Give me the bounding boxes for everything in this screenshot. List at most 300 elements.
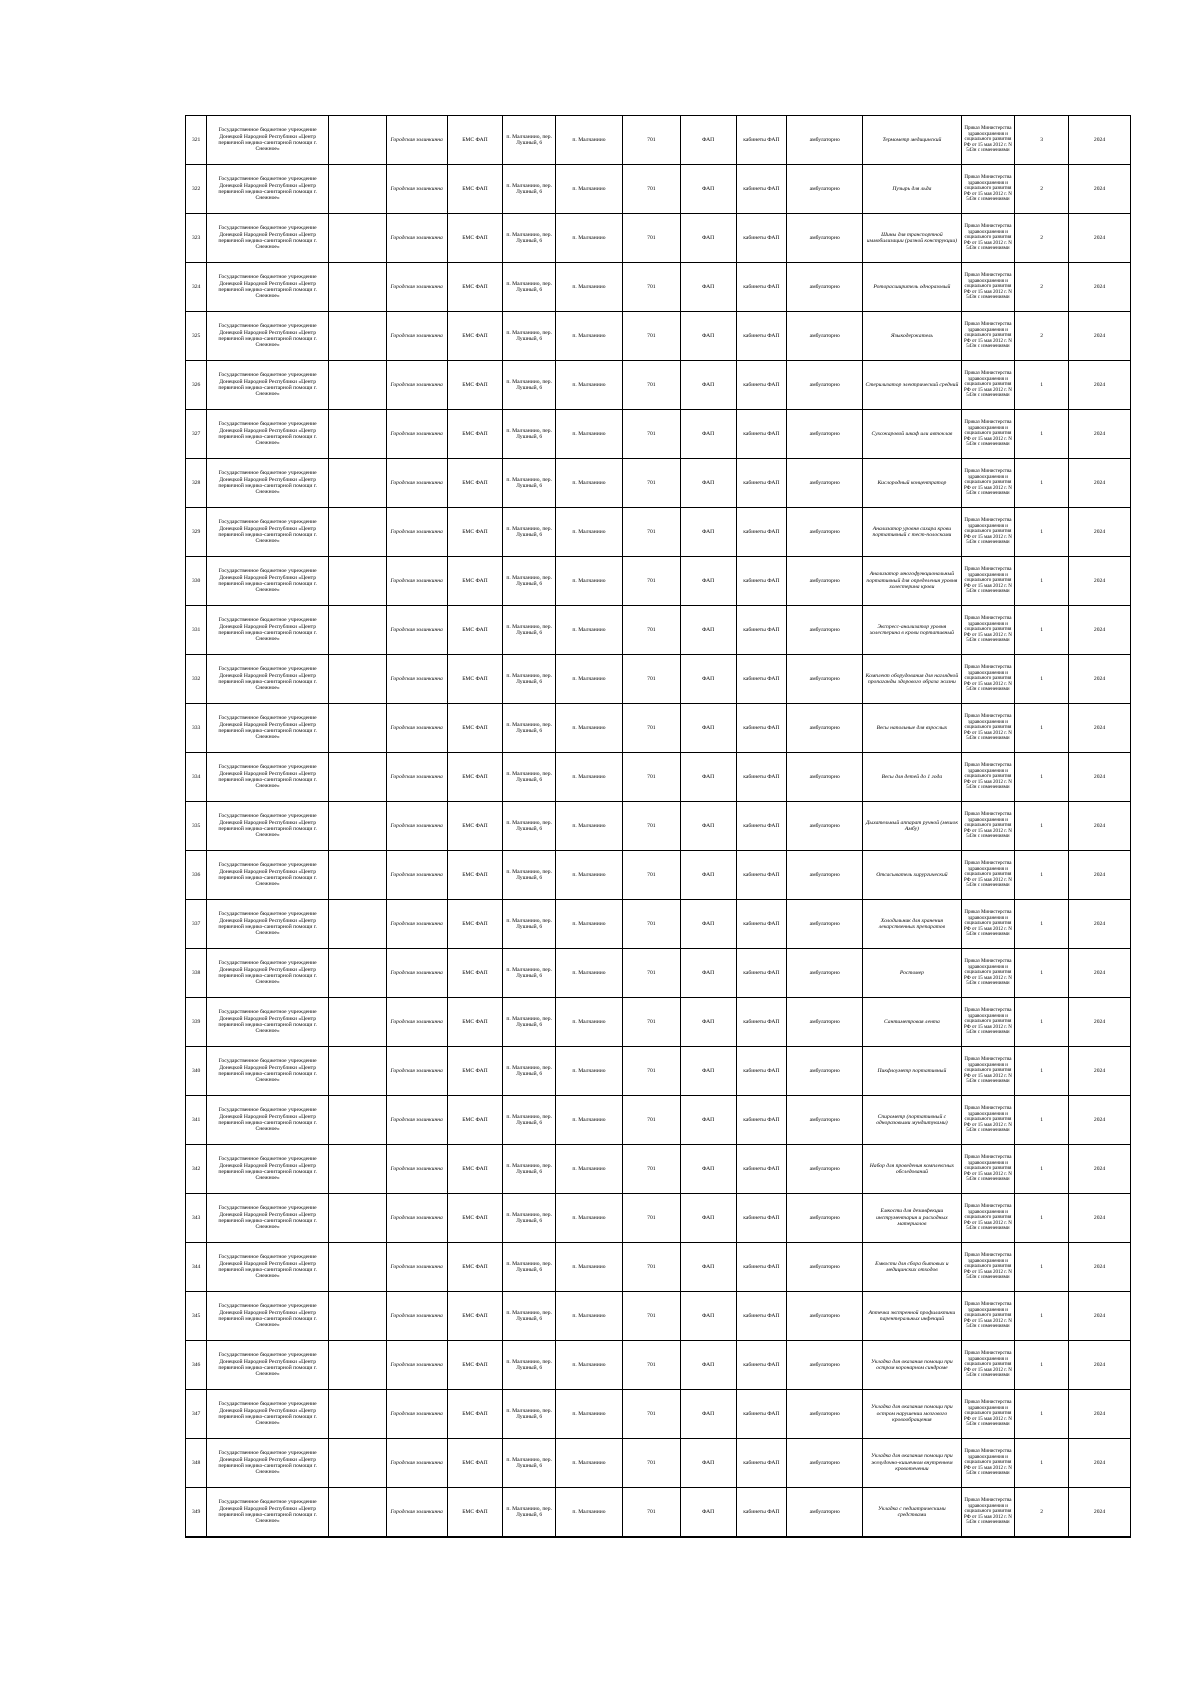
empty-cell bbox=[328, 459, 386, 508]
equipment-name-cell: Укладка для оказания помощи при желудочно-кишечном внутреннем кровотечении bbox=[863, 1439, 961, 1488]
quantity-cell: 2 bbox=[1015, 165, 1069, 214]
unit-cell: ФАП bbox=[680, 1341, 736, 1390]
empty-cell bbox=[328, 557, 386, 606]
unit-cell: ФАП bbox=[680, 851, 736, 900]
care-type-cell: амбулаторно bbox=[787, 1243, 863, 1292]
code-cell: 701 bbox=[622, 802, 680, 851]
empty-cell bbox=[328, 606, 386, 655]
code-cell: 701 bbox=[622, 949, 680, 998]
address-cell: п. Малчаниио, пер. Лушный, 6 bbox=[503, 1194, 556, 1243]
row-number-cell: 326 bbox=[186, 361, 207, 410]
care-type-cell: амбулаторно bbox=[787, 900, 863, 949]
territory-cell: Городская золинкинна bbox=[386, 1439, 447, 1488]
row-number-cell: 322 bbox=[186, 165, 207, 214]
locality-cell: п. Малчаниио bbox=[556, 116, 623, 165]
facility-type-cell: БМС ФАП bbox=[447, 998, 503, 1047]
equipment-name-cell: Укладка для оказания помощи при остром нарушении мозгового кровообращения bbox=[863, 1390, 961, 1439]
facility-type-cell: БМС ФАП bbox=[447, 1488, 503, 1538]
year-cell: 2024 bbox=[1069, 1096, 1131, 1145]
organization-cell: Государственное бюджетное учреждение Донецкой Народной Республики «Центр первичной медико-санитарной помощи г. Снежное» bbox=[207, 949, 329, 998]
care-type-cell: амбулаторно bbox=[787, 949, 863, 998]
table-row bbox=[186, 704, 1131, 753]
row-number-cell: 334 bbox=[186, 753, 207, 802]
facility-type-cell: БМС ФАП bbox=[447, 312, 503, 361]
code-cell: 701 bbox=[622, 851, 680, 900]
regulation-cell: Приказ Министерства здравоохранения и социального развития РФ от 15 мая 2012 г. N 543н с изменениями bbox=[961, 1341, 1015, 1390]
table-row bbox=[186, 508, 1131, 557]
empty-cell bbox=[328, 214, 386, 263]
code-cell: 701 bbox=[622, 1488, 680, 1538]
equipment-name-cell: Пузырь для льда bbox=[863, 165, 961, 214]
facility-type-cell: БМС ФАП bbox=[447, 1439, 503, 1488]
table-row bbox=[186, 655, 1131, 704]
quantity-cell: 1 bbox=[1015, 1047, 1069, 1096]
unit-cell: ФАП bbox=[680, 165, 736, 214]
quantity-cell: 2 bbox=[1015, 214, 1069, 263]
address-cell: п. Малчаниио, пер. Лушный, 6 bbox=[503, 1096, 556, 1145]
room-cell: кабинеты ФАП bbox=[736, 949, 787, 998]
equipment-name-cell: Сухожаровой шкаф или автоклав bbox=[863, 410, 961, 459]
organization-cell: Государственное бюджетное учреждение Донецкой Народной Республики «Центр первичной медико-санитарной помощи г. Снежное» bbox=[207, 655, 329, 704]
care-type-cell: амбулаторно bbox=[787, 998, 863, 1047]
unit-cell: ФАП bbox=[680, 998, 736, 1047]
row-number-cell: 324 bbox=[186, 263, 207, 312]
organization-cell: Государственное бюджетное учреждение Донецкой Народной Республики «Центр первичной медико-санитарной помощи г. Снежное» bbox=[207, 1243, 329, 1292]
quantity-cell: 1 bbox=[1015, 949, 1069, 998]
room-cell: кабинеты ФАП bbox=[736, 263, 787, 312]
organization-cell: Государственное бюджетное учреждение Донецкой Народной Республики «Центр первичной медико-санитарной помощи г. Снежное» bbox=[207, 802, 329, 851]
organization-cell: Государственное бюджетное учреждение Донецкой Народной Республики «Центр первичной медико-санитарной помощи г. Снежное» bbox=[207, 1292, 329, 1341]
regulation-cell: Приказ Министерства здравоохранения и социального развития РФ от 15 мая 2012 г. N 543н с изменениями bbox=[961, 116, 1015, 165]
organization-cell: Государственное бюджетное учреждение Донецкой Народной Республики «Центр первичной медико-санитарной помощи г. Снежное» bbox=[207, 508, 329, 557]
territory-cell: Городская золинкинна bbox=[386, 998, 447, 1047]
regulation-cell: Приказ Министерства здравоохранения и социального развития РФ от 15 мая 2012 г. N 543н с изменениями bbox=[961, 606, 1015, 655]
equipment-name-cell: Спирометр (портативный с одноразовыми мундштуками) bbox=[863, 1096, 961, 1145]
unit-cell: ФАП bbox=[680, 1145, 736, 1194]
address-cell: п. Малчаниио, пер. Лушный, 6 bbox=[503, 606, 556, 655]
regulation-cell: Приказ Министерства здравоохранения и социального развития РФ от 15 мая 2012 г. N 543н с изменениями bbox=[961, 802, 1015, 851]
facility-type-cell: БМС ФАП bbox=[447, 1047, 503, 1096]
room-cell: кабинеты ФАП bbox=[736, 655, 787, 704]
code-cell: 701 bbox=[622, 900, 680, 949]
empty-cell bbox=[328, 1047, 386, 1096]
organization-cell: Государственное бюджетное учреждение Донецкой Народной Республики «Центр первичной медико-санитарной помощи г. Снежное» bbox=[207, 1341, 329, 1390]
quantity-cell: 1 bbox=[1015, 1243, 1069, 1292]
room-cell: кабинеты ФАП bbox=[736, 753, 787, 802]
unit-cell: ФАП bbox=[680, 1488, 736, 1538]
room-cell: кабинеты ФАП bbox=[736, 998, 787, 1047]
locality-cell: п. Малчаниио bbox=[556, 753, 623, 802]
regulation-cell: Приказ Министерства здравоохранения и социального развития РФ от 15 мая 2012 г. N 543н с изменениями bbox=[961, 361, 1015, 410]
row-number-cell: 339 bbox=[186, 998, 207, 1047]
care-type-cell: амбулаторно bbox=[787, 410, 863, 459]
care-type-cell: амбулаторно bbox=[787, 1488, 863, 1538]
room-cell: кабинеты ФАП bbox=[736, 1341, 787, 1390]
locality-cell: п. Малчаниио bbox=[556, 655, 623, 704]
quantity-cell: 1 bbox=[1015, 1292, 1069, 1341]
code-cell: 701 bbox=[622, 1439, 680, 1488]
empty-cell bbox=[328, 1145, 386, 1194]
row-number-cell: 327 bbox=[186, 410, 207, 459]
table-row bbox=[186, 165, 1131, 214]
room-cell: кабинеты ФАП bbox=[736, 410, 787, 459]
year-cell: 2024 bbox=[1069, 802, 1131, 851]
table-row bbox=[186, 263, 1131, 312]
room-cell: кабинеты ФАП bbox=[736, 704, 787, 753]
facility-type-cell: БМС ФАП bbox=[447, 949, 503, 998]
year-cell: 2024 bbox=[1069, 1194, 1131, 1243]
table-row bbox=[186, 998, 1131, 1047]
locality-cell: п. Малчаниио bbox=[556, 1292, 623, 1341]
care-type-cell: амбулаторно bbox=[787, 802, 863, 851]
organization-cell: Государственное бюджетное учреждение Донецкой Народной Республики «Центр первичной медико-санитарной помощи г. Снежное» bbox=[207, 263, 329, 312]
regulation-cell: Приказ Министерства здравоохранения и социального развития РФ от 15 мая 2012 г. N 543н с изменениями bbox=[961, 1390, 1015, 1439]
unit-cell: ФАП bbox=[680, 704, 736, 753]
unit-cell: ФАП bbox=[680, 459, 736, 508]
regulation-cell: Приказ Министерства здравоохранения и социального развития РФ от 15 мая 2012 г. N 543н с изменениями bbox=[961, 949, 1015, 998]
territory-cell: Городская золинкинна bbox=[386, 949, 447, 998]
unit-cell: ФАП bbox=[680, 1194, 736, 1243]
room-cell: кабинеты ФАП bbox=[736, 1488, 787, 1538]
code-cell: 701 bbox=[622, 361, 680, 410]
row-number-cell: 329 bbox=[186, 508, 207, 557]
regulation-cell: Приказ Министерства здравоохранения и социального развития РФ от 15 мая 2012 г. N 543н с изменениями bbox=[961, 1047, 1015, 1096]
row-number-cell: 342 bbox=[186, 1145, 207, 1194]
facility-type-cell: БМС ФАП bbox=[447, 1292, 503, 1341]
equipment-name-cell: Ростомер bbox=[863, 949, 961, 998]
territory-cell: Городская золинкинна bbox=[386, 1194, 447, 1243]
unit-cell: ФАП bbox=[680, 1390, 736, 1439]
equipment-name-cell: Языкодержатель bbox=[863, 312, 961, 361]
address-cell: п. Малчаниио, пер. Лушный, 6 bbox=[503, 459, 556, 508]
territory-cell: Городская золинкинна bbox=[386, 312, 447, 361]
equipment-table bbox=[185, 115, 1131, 1538]
row-number-cell: 321 bbox=[186, 116, 207, 165]
regulation-cell: Приказ Министерства здравоохранения и социального развития РФ от 15 мая 2012 г. N 543н с изменениями bbox=[961, 998, 1015, 1047]
year-cell: 2024 bbox=[1069, 165, 1131, 214]
facility-type-cell: БМС ФАП bbox=[447, 1341, 503, 1390]
year-cell: 2024 bbox=[1069, 263, 1131, 312]
address-cell: п. Малчаниио, пер. Лушный, 6 bbox=[503, 508, 556, 557]
table-row bbox=[186, 606, 1131, 655]
room-cell: кабинеты ФАП bbox=[736, 1292, 787, 1341]
locality-cell: п. Малчаниио bbox=[556, 1047, 623, 1096]
empty-cell bbox=[328, 900, 386, 949]
territory-cell: Городская золинкинна bbox=[386, 508, 447, 557]
row-number-cell: 346 bbox=[186, 1341, 207, 1390]
equipment-name-cell: Весы напольные для взрослых bbox=[863, 704, 961, 753]
territory-cell: Городская золинкинна bbox=[386, 361, 447, 410]
facility-type-cell: БМС ФАП bbox=[447, 704, 503, 753]
equipment-name-cell: Роторасширитель одноразовый bbox=[863, 263, 961, 312]
address-cell: п. Малчаниио, пер. Лушный, 6 bbox=[503, 312, 556, 361]
unit-cell: ФАП bbox=[680, 1292, 736, 1341]
locality-cell: п. Малчаниио bbox=[556, 1145, 623, 1194]
unit-cell: ФАП bbox=[680, 557, 736, 606]
row-number-cell: 348 bbox=[186, 1439, 207, 1488]
facility-type-cell: БМС ФАП bbox=[447, 557, 503, 606]
empty-cell bbox=[328, 655, 386, 704]
care-type-cell: амбулаторно bbox=[787, 1047, 863, 1096]
organization-cell: Государственное бюджетное учреждение Донецкой Народной Республики «Центр первичной медико-санитарной помощи г. Снежное» bbox=[207, 557, 329, 606]
code-cell: 701 bbox=[622, 1047, 680, 1096]
address-cell: п. Малчаниио, пер. Лушный, 6 bbox=[503, 1488, 556, 1538]
code-cell: 701 bbox=[622, 263, 680, 312]
code-cell: 701 bbox=[622, 655, 680, 704]
year-cell: 2024 bbox=[1069, 508, 1131, 557]
unit-cell: ФАП bbox=[680, 361, 736, 410]
table-row bbox=[186, 116, 1131, 165]
row-number-cell: 341 bbox=[186, 1096, 207, 1145]
regulation-cell: Приказ Министерства здравоохранения и социального развития РФ от 15 мая 2012 г. N 543н с изменениями bbox=[961, 557, 1015, 606]
territory-cell: Городская золинкинна bbox=[386, 116, 447, 165]
equipment-name-cell: Аптечка экстренной профилактики парентеральных инфекций bbox=[863, 1292, 961, 1341]
code-cell: 701 bbox=[622, 116, 680, 165]
empty-cell bbox=[328, 998, 386, 1047]
equipment-name-cell: Сантиметровая лента bbox=[863, 998, 961, 1047]
code-cell: 701 bbox=[622, 704, 680, 753]
locality-cell: п. Малчаниио bbox=[556, 165, 623, 214]
quantity-cell: 1 bbox=[1015, 802, 1069, 851]
year-cell: 2024 bbox=[1069, 1243, 1131, 1292]
address-cell: п. Малчаниио, пер. Лушный, 6 bbox=[503, 949, 556, 998]
year-cell: 2024 bbox=[1069, 655, 1131, 704]
code-cell: 701 bbox=[622, 1243, 680, 1292]
organization-cell: Государственное бюджетное учреждение Донецкой Народной Республики «Центр первичной медико-санитарной помощи г. Снежное» bbox=[207, 851, 329, 900]
care-type-cell: амбулаторно bbox=[787, 1390, 863, 1439]
locality-cell: п. Малчаниио bbox=[556, 949, 623, 998]
care-type-cell: амбулаторно bbox=[787, 1439, 863, 1488]
address-cell: п. Малчаниио, пер. Лушный, 6 bbox=[503, 1145, 556, 1194]
table-row bbox=[186, 1292, 1131, 1341]
care-type-cell: амбулаторно bbox=[787, 312, 863, 361]
regulation-cell: Приказ Министерства здравоохранения и социального развития РФ от 15 мая 2012 г. N 543н с изменениями bbox=[961, 410, 1015, 459]
territory-cell: Городская золинкинна bbox=[386, 655, 447, 704]
care-type-cell: амбулаторно bbox=[787, 116, 863, 165]
unit-cell: ФАП bbox=[680, 1047, 736, 1096]
territory-cell: Городская золинкинна bbox=[386, 704, 447, 753]
room-cell: кабинеты ФАП bbox=[736, 1390, 787, 1439]
quantity-cell: 1 bbox=[1015, 361, 1069, 410]
quantity-cell: 1 bbox=[1015, 1145, 1069, 1194]
row-number-cell: 344 bbox=[186, 1243, 207, 1292]
locality-cell: п. Малчаниио bbox=[556, 410, 623, 459]
address-cell: п. Малчаниио, пер. Лушный, 6 bbox=[503, 1390, 556, 1439]
regulation-cell: Приказ Министерства здравоохранения и социального развития РФ от 15 мая 2012 г. N 543н с изменениями bbox=[961, 1292, 1015, 1341]
room-cell: кабинеты ФАП bbox=[736, 312, 787, 361]
empty-cell bbox=[328, 704, 386, 753]
unit-cell: ФАП bbox=[680, 410, 736, 459]
care-type-cell: амбулаторно bbox=[787, 508, 863, 557]
code-cell: 701 bbox=[622, 165, 680, 214]
table-row bbox=[186, 802, 1131, 851]
year-cell: 2024 bbox=[1069, 1439, 1131, 1488]
year-cell: 2024 bbox=[1069, 998, 1131, 1047]
facility-type-cell: БМС ФАП bbox=[447, 263, 503, 312]
quantity-cell: 1 bbox=[1015, 410, 1069, 459]
year-cell: 2024 bbox=[1069, 851, 1131, 900]
regulation-cell: Приказ Министерства здравоохранения и социального развития РФ от 15 мая 2012 г. N 543н с изменениями bbox=[961, 1439, 1015, 1488]
table-row bbox=[186, 1096, 1131, 1145]
locality-cell: п. Малчаниио bbox=[556, 1243, 623, 1292]
year-cell: 2024 bbox=[1069, 1047, 1131, 1096]
regulation-cell: Приказ Министерства здравоохранения и социального развития РФ от 15 мая 2012 г. N 543н с изменениями bbox=[961, 900, 1015, 949]
organization-cell: Государственное бюджетное учреждение Донецкой Народной Республики «Центр первичной медико-санитарной помощи г. Снежное» bbox=[207, 1488, 329, 1538]
facility-type-cell: БМС ФАП bbox=[447, 655, 503, 704]
row-number-cell: 335 bbox=[186, 802, 207, 851]
equipment-name-cell: Экспресс-анализатор уровня холестерина в крови портативный bbox=[863, 606, 961, 655]
territory-cell: Городская золинкинна bbox=[386, 165, 447, 214]
regulation-cell: Приказ Министерства здравоохранения и социального развития РФ от 15 мая 2012 г. N 543н с изменениями bbox=[961, 1488, 1015, 1538]
address-cell: п. Малчаниио, пер. Лушный, 6 bbox=[503, 410, 556, 459]
code-cell: 701 bbox=[622, 1096, 680, 1145]
facility-type-cell: БМС ФАП bbox=[447, 508, 503, 557]
code-cell: 701 bbox=[622, 1292, 680, 1341]
empty-cell bbox=[328, 410, 386, 459]
empty-cell bbox=[328, 1439, 386, 1488]
unit-cell: ФАП bbox=[680, 802, 736, 851]
room-cell: кабинеты ФАП bbox=[736, 900, 787, 949]
quantity-cell: 1 bbox=[1015, 1439, 1069, 1488]
locality-cell: п. Малчаниио bbox=[556, 361, 623, 410]
quantity-cell: 1 bbox=[1015, 1096, 1069, 1145]
care-type-cell: амбулаторно bbox=[787, 214, 863, 263]
organization-cell: Государственное бюджетное учреждение Донецкой Народной Республики «Центр первичной медико-санитарной помощи г. Снежное» bbox=[207, 410, 329, 459]
territory-cell: Городская золинкинна bbox=[386, 1341, 447, 1390]
row-number-cell: 345 bbox=[186, 1292, 207, 1341]
quantity-cell: 3 bbox=[1015, 116, 1069, 165]
address-cell: п. Малчаниио, пер. Лушный, 6 bbox=[503, 753, 556, 802]
equipment-name-cell: Емкости для дезинфекции инструментария и расходных материалов bbox=[863, 1194, 961, 1243]
facility-type-cell: БМС ФАП bbox=[447, 410, 503, 459]
quantity-cell: 1 bbox=[1015, 1194, 1069, 1243]
locality-cell: п. Малчаниио bbox=[556, 851, 623, 900]
regulation-cell: Приказ Министерства здравоохранения и социального развития РФ от 15 мая 2012 г. N 543н с изменениями bbox=[961, 851, 1015, 900]
territory-cell: Городская золинкинна bbox=[386, 900, 447, 949]
equipment-name-cell: Набор для проведения комплексных обследований bbox=[863, 1145, 961, 1194]
row-number-cell: 343 bbox=[186, 1194, 207, 1243]
address-cell: п. Малчаниио, пер. Лушный, 6 bbox=[503, 557, 556, 606]
regulation-cell: Приказ Министерства здравоохранения и социального развития РФ от 15 мая 2012 г. N 543н с изменениями bbox=[961, 1145, 1015, 1194]
regulation-cell: Приказ Министерства здравоохранения и социального развития РФ от 15 мая 2012 г. N 543н с изменениями bbox=[961, 704, 1015, 753]
equipment-name-cell: Кислородный концентратор bbox=[863, 459, 961, 508]
organization-cell: Государственное бюджетное учреждение Донецкой Народной Республики «Центр первичной медико-санитарной помощи г. Снежное» bbox=[207, 165, 329, 214]
facility-type-cell: БМС ФАП bbox=[447, 361, 503, 410]
facility-type-cell: БМС ФАП bbox=[447, 1145, 503, 1194]
care-type-cell: амбулаторно bbox=[787, 753, 863, 802]
equipment-name-cell: Пикфлоуметр портативный bbox=[863, 1047, 961, 1096]
unit-cell: ФАП bbox=[680, 655, 736, 704]
year-cell: 2024 bbox=[1069, 704, 1131, 753]
empty-cell bbox=[328, 1194, 386, 1243]
room-cell: кабинеты ФАП bbox=[736, 802, 787, 851]
table-row bbox=[186, 753, 1131, 802]
empty-cell bbox=[328, 361, 386, 410]
empty-cell bbox=[328, 1292, 386, 1341]
address-cell: п. Малчаниио, пер. Лушный, 6 bbox=[503, 851, 556, 900]
empty-cell bbox=[328, 802, 386, 851]
year-cell: 2024 bbox=[1069, 214, 1131, 263]
table-row bbox=[186, 557, 1131, 606]
address-cell: п. Малчаниио, пер. Лушный, 6 bbox=[503, 116, 556, 165]
quantity-cell: 1 bbox=[1015, 1341, 1069, 1390]
equipment-name-cell: Стерилизатор электрический средний bbox=[863, 361, 961, 410]
regulation-cell: Приказ Министерства здравоохранения и социального развития РФ от 15 мая 2012 г. N 543н с изменениями bbox=[961, 459, 1015, 508]
empty-cell bbox=[328, 851, 386, 900]
table-row bbox=[186, 1390, 1131, 1439]
territory-cell: Городская золинкинна bbox=[386, 1390, 447, 1439]
organization-cell: Государственное бюджетное учреждение Донецкой Народной Республики «Центр первичной медико-санитарной помощи г. Снежное» bbox=[207, 1439, 329, 1488]
address-cell: п. Малчаниио, пер. Лушный, 6 bbox=[503, 214, 556, 263]
address-cell: п. Малчаниио, пер. Лушный, 6 bbox=[503, 361, 556, 410]
locality-cell: п. Малчаниио bbox=[556, 459, 623, 508]
locality-cell: п. Малчаниио bbox=[556, 557, 623, 606]
empty-cell bbox=[328, 116, 386, 165]
code-cell: 701 bbox=[622, 998, 680, 1047]
row-number-cell: 332 bbox=[186, 655, 207, 704]
organization-cell: Государственное бюджетное учреждение Донецкой Народной Республики «Центр первичной медико-санитарной помощи г. Снежное» bbox=[207, 1145, 329, 1194]
row-number-cell: 349 bbox=[186, 1488, 207, 1538]
territory-cell: Городская золинкинна bbox=[386, 263, 447, 312]
care-type-cell: амбулаторно bbox=[787, 557, 863, 606]
facility-type-cell: БМС ФАП bbox=[447, 1194, 503, 1243]
quantity-cell: 1 bbox=[1015, 851, 1069, 900]
territory-cell: Городская золинкинна bbox=[386, 214, 447, 263]
locality-cell: п. Малчаниио bbox=[556, 508, 623, 557]
equipment-name-cell: Укладка с педиатрическими средствами bbox=[863, 1488, 961, 1538]
unit-cell: ФАП bbox=[680, 214, 736, 263]
table-row bbox=[186, 1341, 1131, 1390]
care-type-cell: амбулаторно bbox=[787, 1194, 863, 1243]
table-row bbox=[186, 1145, 1131, 1194]
organization-cell: Государственное бюджетное учреждение Донецкой Народной Республики «Центр первичной медико-санитарной помощи г. Снежное» bbox=[207, 606, 329, 655]
year-cell: 2024 bbox=[1069, 753, 1131, 802]
room-cell: кабинеты ФАП bbox=[736, 1439, 787, 1488]
equipment-name-cell: Холодильник для хранения лекарственных препаратов bbox=[863, 900, 961, 949]
territory-cell: Городская золинкинна bbox=[386, 1145, 447, 1194]
equipment-name-cell: Укладка для оказания помощи при остром коронарном синдроме bbox=[863, 1341, 961, 1390]
care-type-cell: амбулаторно bbox=[787, 361, 863, 410]
equipment-name-cell: Анализатор многофункциональный портативный для определения уровня холестерина крови bbox=[863, 557, 961, 606]
facility-type-cell: БМС ФАП bbox=[447, 116, 503, 165]
code-cell: 701 bbox=[622, 214, 680, 263]
row-number-cell: 323 bbox=[186, 214, 207, 263]
empty-cell bbox=[328, 312, 386, 361]
care-type-cell: амбулаторно bbox=[787, 1292, 863, 1341]
regulation-cell: Приказ Министерства здравоохранения и социального развития РФ от 15 мая 2012 г. N 543н с изменениями bbox=[961, 1243, 1015, 1292]
room-cell: кабинеты ФАП bbox=[736, 165, 787, 214]
code-cell: 701 bbox=[622, 312, 680, 361]
room-cell: кабинеты ФАП bbox=[736, 1243, 787, 1292]
address-cell: п. Малчаниио, пер. Лушный, 6 bbox=[503, 802, 556, 851]
quantity-cell: 1 bbox=[1015, 606, 1069, 655]
facility-type-cell: БМС ФАП bbox=[447, 459, 503, 508]
year-cell: 2024 bbox=[1069, 361, 1131, 410]
regulation-cell: Приказ Министерства здравоохранения и социального развития РФ от 15 мая 2012 г. N 543н с изменениями bbox=[961, 1096, 1015, 1145]
quantity-cell: 1 bbox=[1015, 1390, 1069, 1439]
unit-cell: ФАП bbox=[680, 900, 736, 949]
quantity-cell: 1 bbox=[1015, 753, 1069, 802]
empty-cell bbox=[328, 1390, 386, 1439]
regulation-cell: Приказ Министерства здравоохранения и социального развития РФ от 15 мая 2012 г. N 543н с изменениями bbox=[961, 165, 1015, 214]
locality-cell: п. Малчаниио bbox=[556, 1488, 623, 1538]
year-cell: 2024 bbox=[1069, 1488, 1131, 1538]
row-number-cell: 328 bbox=[186, 459, 207, 508]
row-number-cell: 337 bbox=[186, 900, 207, 949]
organization-cell: Государственное бюджетное учреждение Донецкой Народной Республики «Центр первичной медико-санитарной помощи г. Снежное» bbox=[207, 1390, 329, 1439]
row-number-cell: 338 bbox=[186, 949, 207, 998]
territory-cell: Городская золинкинна bbox=[386, 851, 447, 900]
